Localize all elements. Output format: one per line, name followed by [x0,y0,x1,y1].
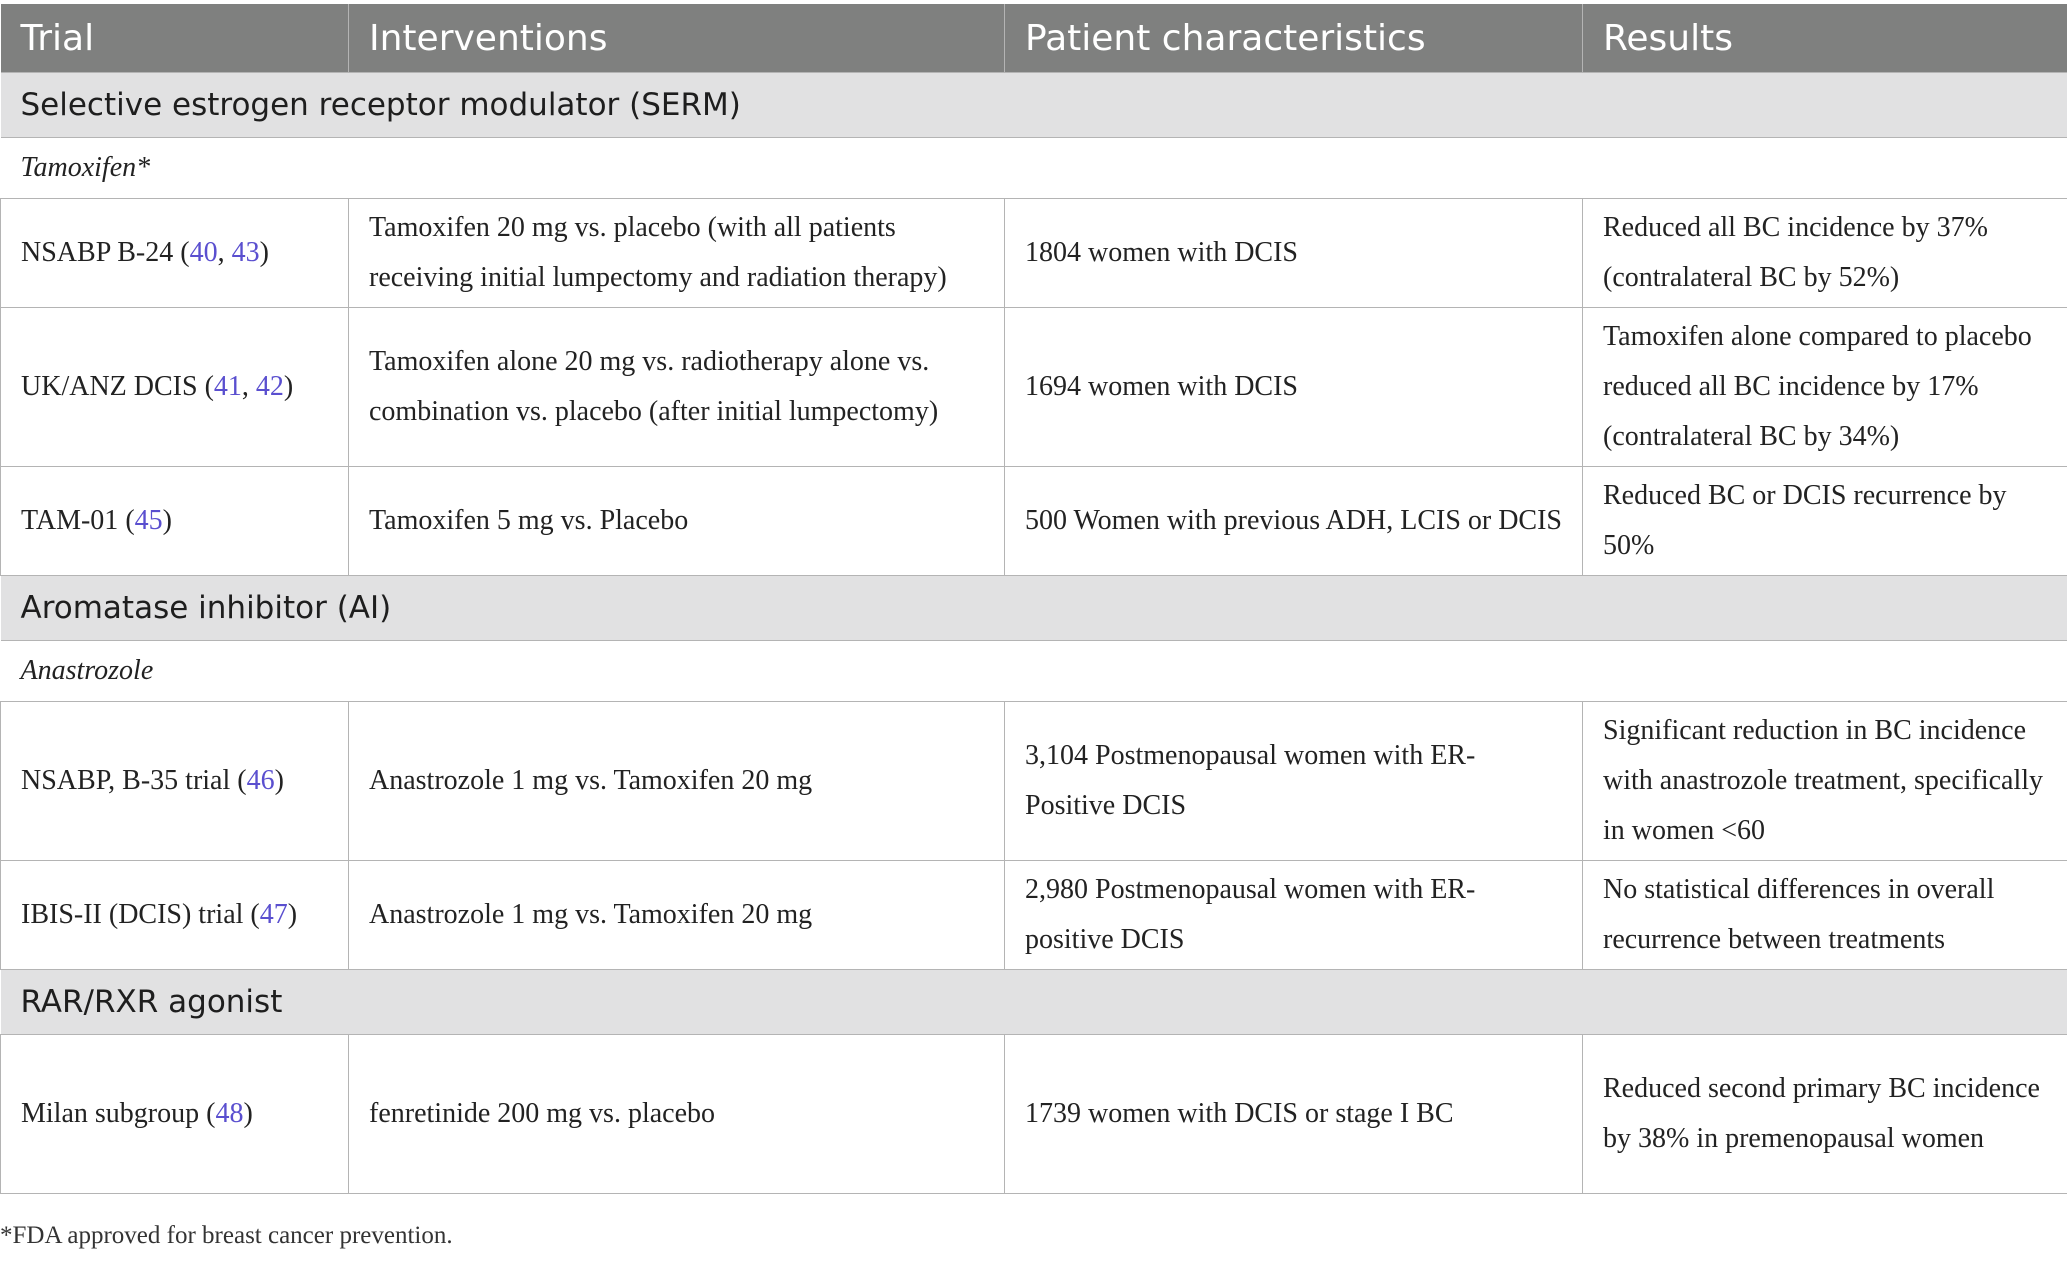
reference-link[interactable]: 42 [255,371,284,402]
section-title: Selective estrogen receptor modulator (SERM) [1,73,2067,138]
trial-cell: TAM-01 (45) [1,467,349,576]
trial-name: NSABP, B-35 trial [21,765,231,796]
section-row [1,576,2067,641]
header-interventions: Interventions [349,4,1005,73]
subhead-row [1,138,2067,199]
trial-name: UK/ANZ DCIS [21,371,198,402]
trial-cell: Milan subgroup (48) [1,1035,349,1194]
section-row [1,970,2067,1035]
trial-name: TAM-01 [21,505,119,536]
drug-subtitle: Tamoxifen* [1,138,2067,199]
reference-link[interactable]: 43 [231,237,260,268]
drug-subtitle: Anastrozole [1,641,2067,702]
reference-link[interactable]: 40 [189,237,218,268]
footnote: *FDA approved for breast cancer prevention. [0,1222,453,1249]
header-patient-characteristics: Patient characteristics [1005,4,1583,73]
patients-cell: 2,980 Postmenopausal women with ER-positive DCIS [1005,861,1583,970]
trial-name: Milan subgroup [21,1098,200,1129]
trial-cell: IBIS-II (DCIS) trial (47) [1,861,349,970]
reference-link[interactable]: 45 [134,505,163,536]
table-row [1,199,2067,308]
patients-cell: 3,104 Postmenopausal women with ER-Positive DCIS [1005,702,1583,861]
interventions-cell: Anastrozole 1 mg vs. Tamoxifen 20 mg [349,702,1005,861]
header-row [1,4,2067,73]
results-cell: Significant reduction in BC incidence with anastrozole treatment, specifically in women <60 [1583,702,2067,861]
trial-cell: NSABP, B-35 trial (46) [1,702,349,861]
trial-cell: NSABP B-24 (40, 43) [1,199,349,308]
section-title: Aromatase inhibitor (AI) [1,576,2067,641]
reference-link[interactable]: 48 [215,1098,244,1129]
reference-link[interactable]: 47 [259,899,288,930]
patients-cell: 500 Women with previous ADH, LCIS or DCIS [1005,467,1583,576]
interventions-cell: Tamoxifen alone 20 mg vs. radiotherapy alone vs. combination vs. placebo (after initial lumpectomy) [349,308,1005,467]
patients-cell: 1739 women with DCIS or stage I BC [1005,1035,1583,1194]
header-results: Results [1583,4,2067,73]
trial-name: IBIS-II (DCIS) trial [21,899,244,930]
patients-cell: 1694 women with DCIS [1005,308,1583,467]
subhead-row [1,641,2067,702]
trials-table [0,4,2067,1194]
interventions-cell: fenretinide 200 mg vs. placebo [349,1035,1005,1194]
reference-link[interactable]: 41 [213,371,242,402]
reference-link[interactable]: 46 [246,765,275,796]
results-cell: Reduced all BC incidence by 37% (contralateral BC by 52%) [1583,199,2067,308]
section-title: RAR/RXR agonist [1,970,2067,1035]
trial-cell: UK/ANZ DCIS (41, 42) [1,308,349,467]
interventions-cell: Anastrozole 1 mg vs. Tamoxifen 20 mg [349,861,1005,970]
table-row [1,702,2067,861]
table-row [1,861,2067,970]
trial-name: NSABP B-24 [21,237,174,268]
header-trial: Trial [1,4,349,73]
interventions-cell: Tamoxifen 20 mg vs. placebo (with all patients receiving initial lumpectomy and radiation therapy) [349,199,1005,308]
table-row [1,308,2067,467]
table-row [1,1035,2067,1194]
table-row [1,467,2067,576]
results-cell: Reduced second primary BC incidence by 38% in premenopausal women [1583,1035,2067,1194]
patients-cell: 1804 women with DCIS [1005,199,1583,308]
section-row [1,73,2067,138]
results-cell: Reduced BC or DCIS recurrence by 50% [1583,467,2067,576]
interventions-cell: Tamoxifen 5 mg vs. Placebo [349,467,1005,576]
results-cell: No statistical differences in overall recurrence between treatments [1583,861,2067,970]
results-cell: Tamoxifen alone compared to placebo reduced all BC incidence by 17% (contralateral BC by 34%) [1583,308,2067,467]
